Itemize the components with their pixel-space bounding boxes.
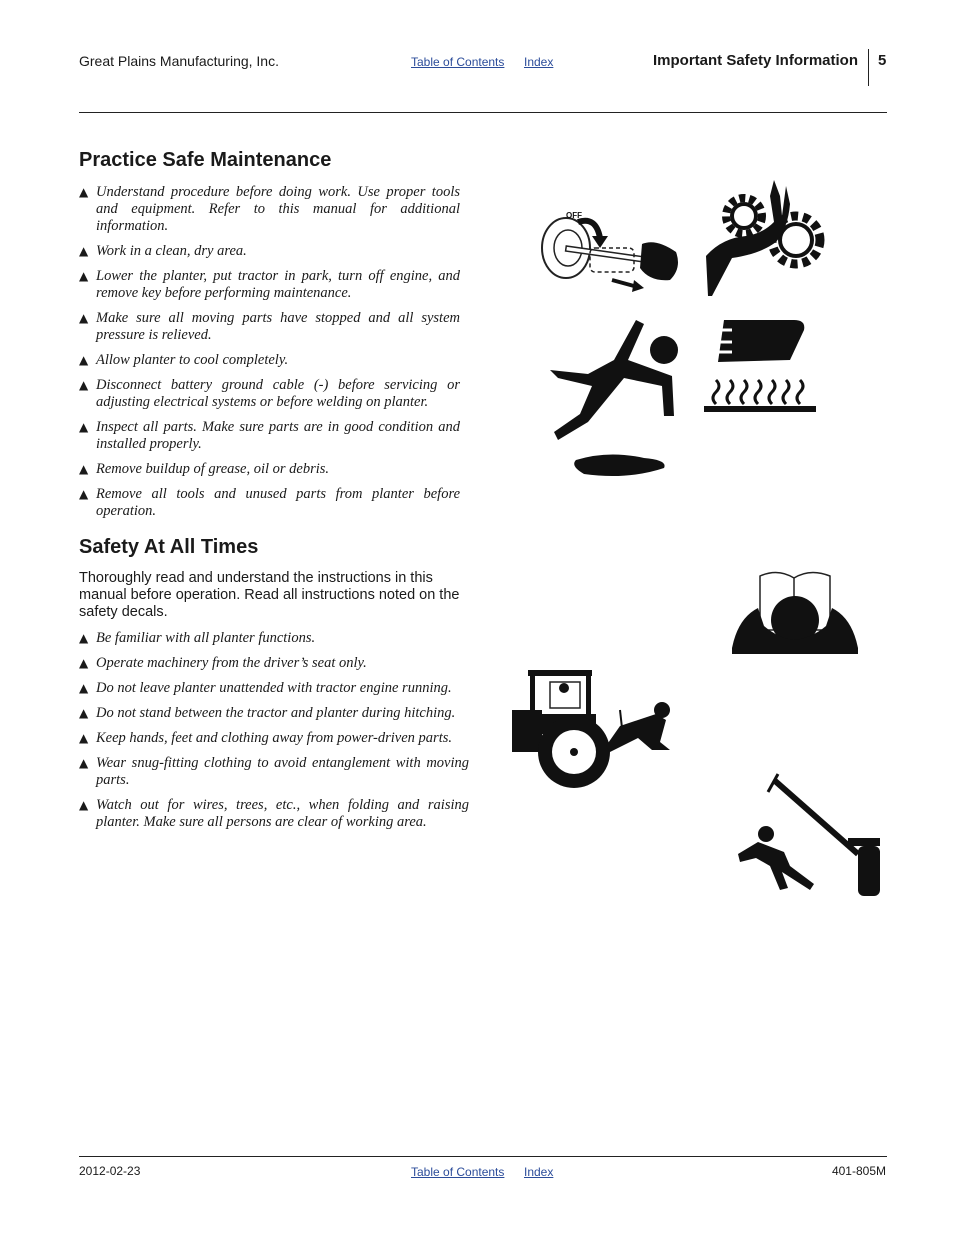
- maintenance-heading: Practice Safe Maintenance: [79, 149, 332, 171]
- page-number: 5: [878, 52, 887, 69]
- section-title: Important Safety Information: [652, 52, 858, 69]
- header-rule: [79, 112, 887, 113]
- list-item: ▲ Allow planter to cool completely.: [79, 352, 289, 368]
- warning-triangle-icon: ▲: [79, 756, 89, 770]
- warning-triangle-icon: ▲: [79, 681, 89, 695]
- list-item: ▲ Watch out for wires, trees, etc., when folding and raising planter. Make sure all persons are clear of working area.: [79, 797, 469, 830]
- list-item: ▲ Keep hands, feet and clothing away from power-driven parts.: [79, 730, 452, 746]
- list-item: ▲ Remove all tools and unused parts from planter before operation.: [79, 486, 460, 519]
- list-item: ▲ Operate machinery from the driver’s seat only.: [79, 655, 367, 671]
- warning-triangle-icon: ▲: [79, 353, 89, 367]
- footer-index-link[interactable]: Index: [524, 1165, 554, 1179]
- warning-triangle-icon: ▲: [79, 631, 89, 645]
- header-divider: [868, 49, 869, 86]
- warning-triangle-icon: ▲: [79, 244, 89, 258]
- warning-triangle-icon: ▲: [79, 706, 89, 720]
- warning-triangle-icon: ▲: [79, 269, 89, 283]
- hot-surface-icon: [702, 316, 818, 414]
- warning-triangle-icon: ▲: [79, 798, 89, 812]
- header-index-link[interactable]: Index: [524, 55, 554, 69]
- list-item: ▲ Inspect all parts. Make sure parts are in good condition and installed properly.: [79, 419, 460, 452]
- warning-triangle-icon: ▲: [79, 378, 89, 392]
- safety-list: [79, 630, 469, 839]
- warning-triangle-icon: ▲: [79, 462, 89, 476]
- list-item: ▲ Lower the planter, put tractor in park, turn off engine, and remove key before performing maintenance.: [79, 268, 460, 301]
- warning-triangle-icon: ▲: [79, 420, 89, 434]
- list-item: ▲ Do not leave planter unattended with tractor engine running.: [79, 680, 452, 696]
- footer-toc-link[interactable]: Table of Contents: [411, 1165, 505, 1179]
- footer-date: 2012-02-23: [79, 1164, 141, 1178]
- tractor-crush-icon: [510, 666, 676, 792]
- read-manual-icon: [728, 568, 862, 660]
- document-code: 401-805M: [831, 1164, 886, 1178]
- list-item: ▲ Make sure all moving parts have stopped and all system pressure is relieved.: [79, 310, 460, 343]
- key-off-icon: [538, 208, 684, 300]
- maintenance-list: [79, 184, 460, 528]
- list-item: ▲ Wear snug-fitting clothing to avoid entanglement with moving parts.: [79, 755, 469, 788]
- list-item: ▲ Be familiar with all planter functions.: [79, 630, 316, 646]
- off-label: OFF: [566, 211, 582, 220]
- slip-fall-icon: [548, 316, 684, 480]
- warning-triangle-icon: ▲: [79, 185, 89, 199]
- warning-triangle-icon: ▲: [79, 731, 89, 745]
- company-name: Great Plains Manufacturing, Inc.: [79, 53, 279, 69]
- safety-heading: Safety At All Times: [79, 536, 259, 558]
- list-item: ▲ Understand procedure before doing work. Use proper tools and equipment. Refer to this manual for additional information.: [79, 184, 460, 234]
- header-toc-link[interactable]: Table of Contents: [411, 55, 505, 69]
- list-item: ▲ Disconnect battery ground cable (-) before servicing or adjusting electrical systems or before welding on planter.: [79, 377, 460, 410]
- safety-intro: Thoroughly read and understand the instructions in this manual before operation. Read all instructions noted on the safety decals.: [79, 570, 460, 620]
- gear-entanglement-icon: [702, 176, 828, 298]
- list-item: ▲ Remove buildup of grease, oil or debris.: [79, 461, 330, 477]
- warning-triangle-icon: ▲: [79, 311, 89, 325]
- warning-triangle-icon: ▲: [79, 487, 89, 501]
- list-item: ▲ Do not stand between the tractor and planter during hitching.: [79, 705, 456, 721]
- list-item: ▲ Work in a clean, dry area.: [79, 243, 247, 259]
- falling-boom-icon: [734, 772, 884, 900]
- warning-triangle-icon: ▲: [79, 656, 89, 670]
- footer-rule: [79, 1156, 887, 1157]
